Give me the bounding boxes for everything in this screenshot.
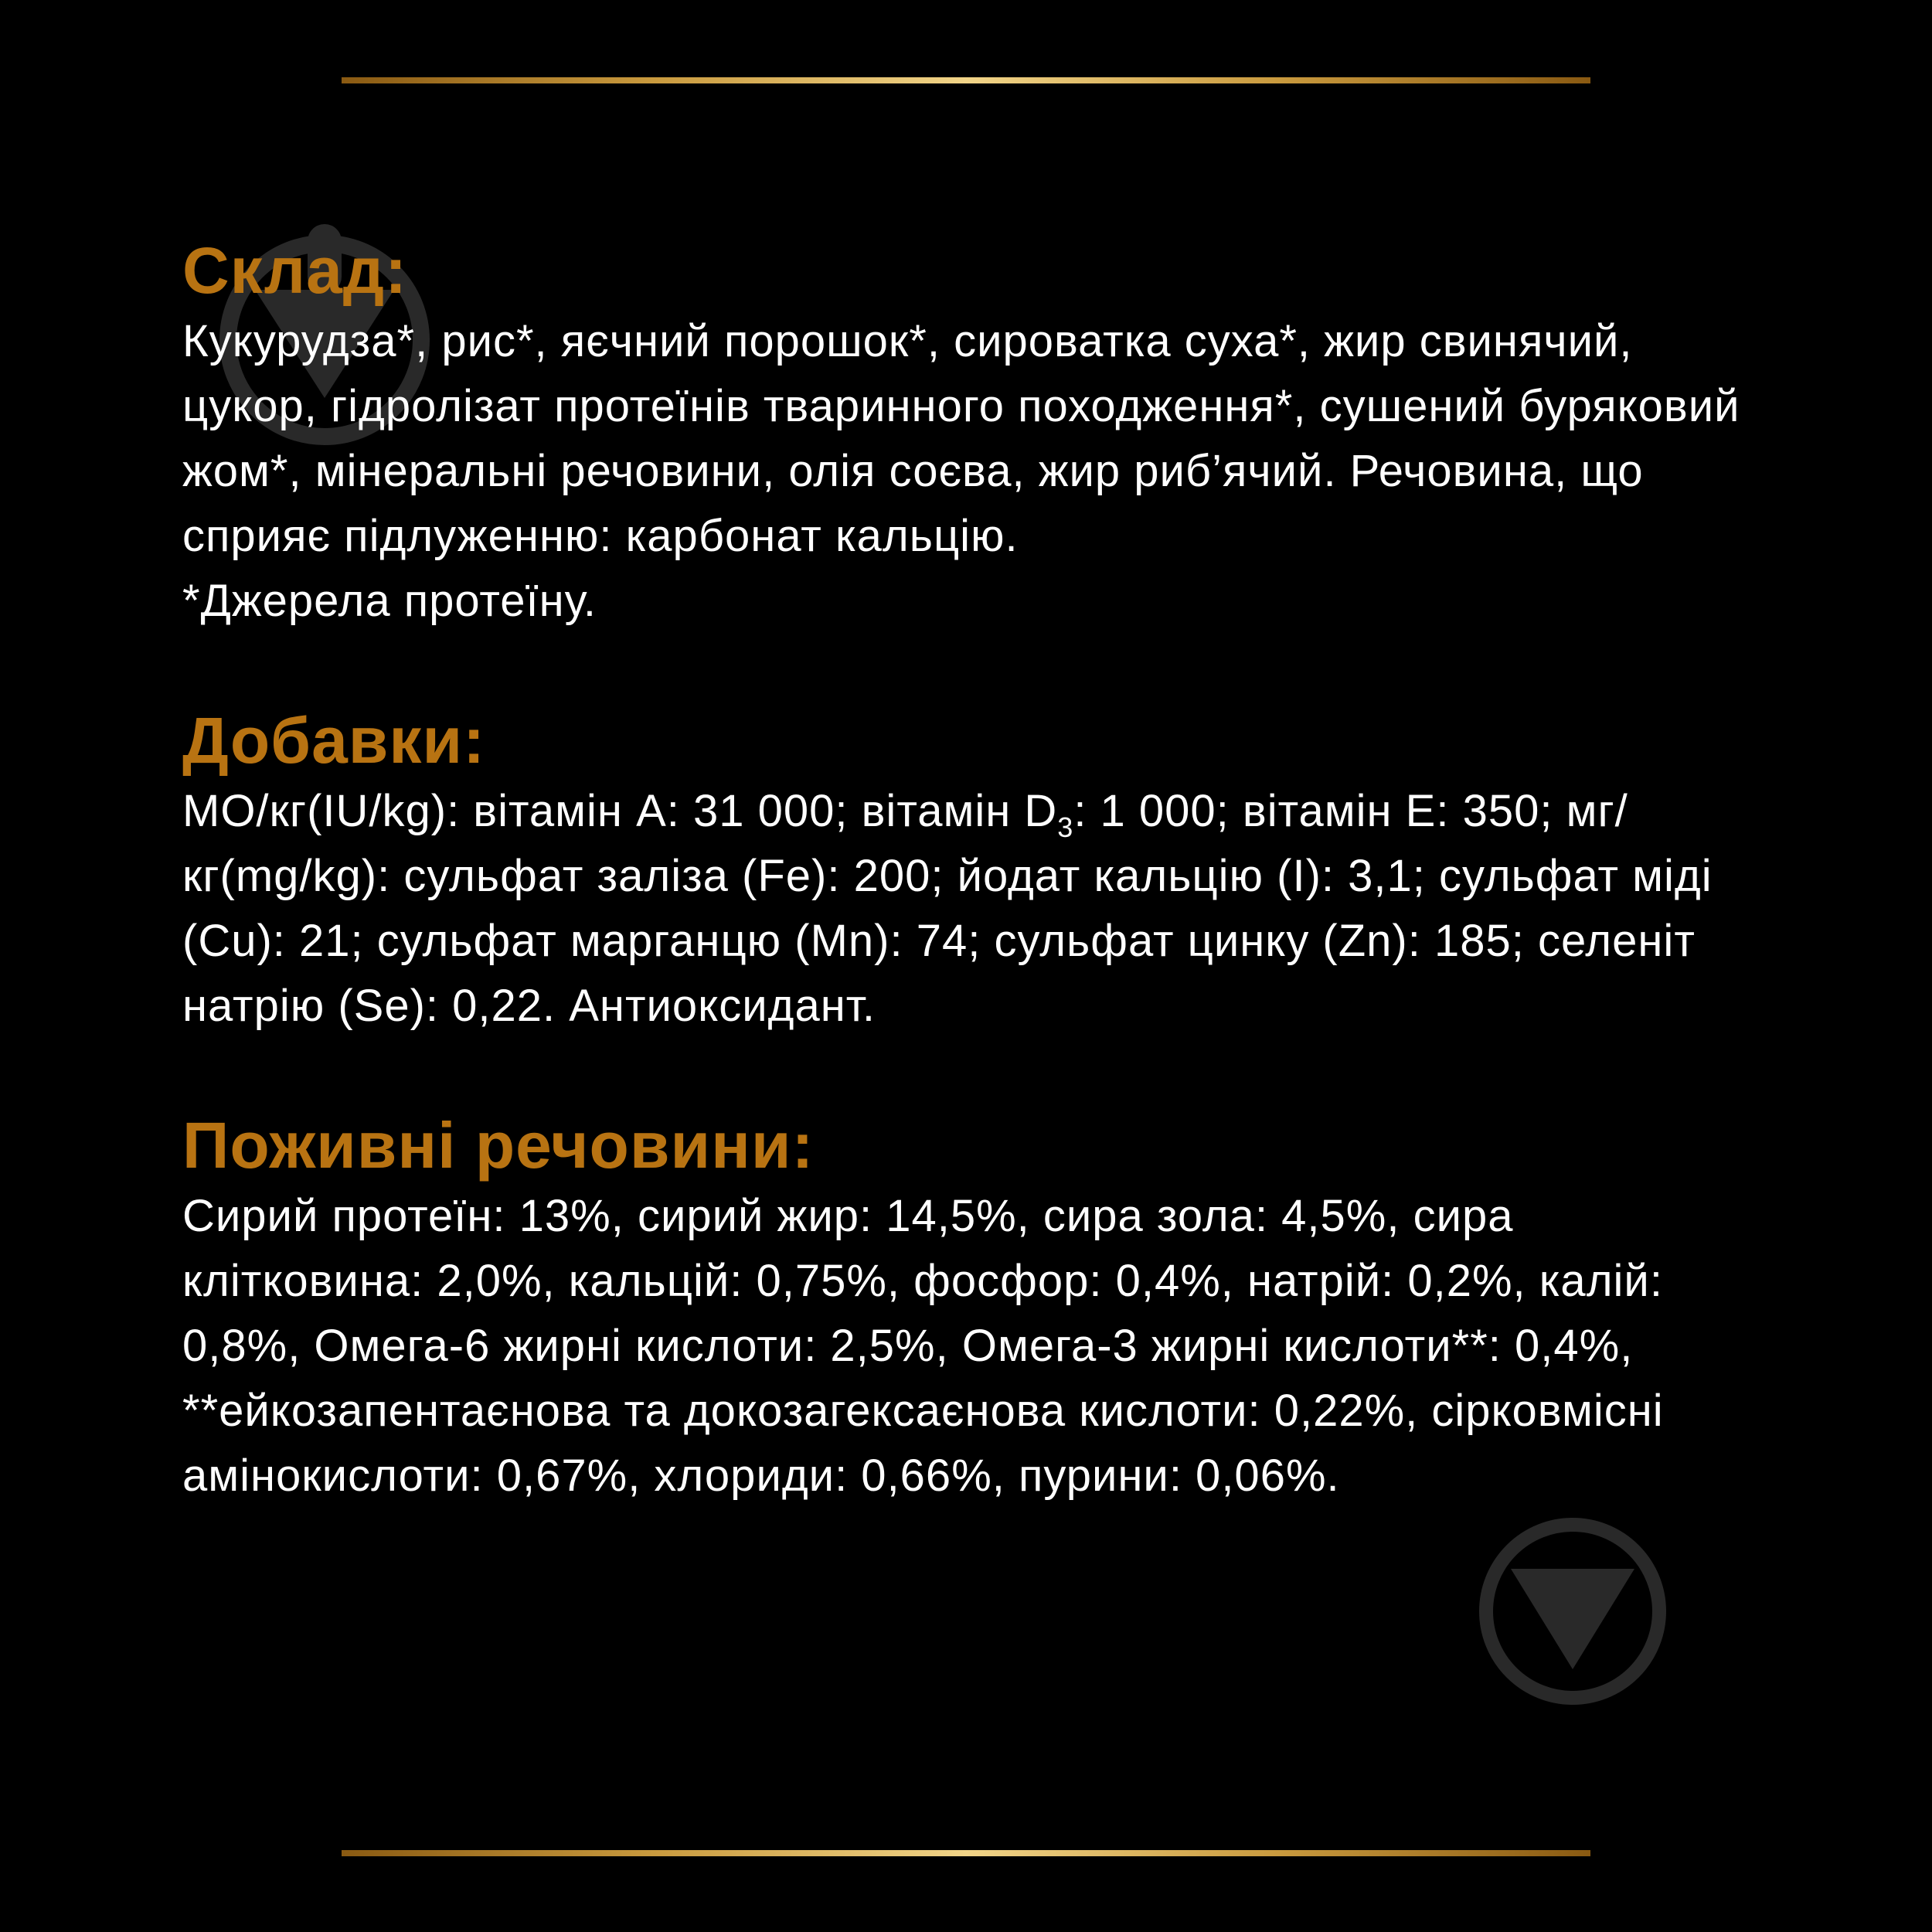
additives-text-part-2: : 1 000; вітамін Е: 350; мг/кг(mg/kg): сульфат заліза (Fe): 200; йодат кальцію (I): 3,1; сульфат міді (Cu): 21; сульфат марганцю (Mn): 74; сульфат цинку (Zn): 185; селеніт натрію (Se): 0,22. Антиоксидант. — [182, 786, 1713, 1031]
composition-heading: Склад: — [182, 234, 408, 307]
additives-text-part-1: МО/кг(IU/kg): вітамін А: 31 000; вітамін D — [182, 786, 1058, 836]
nutrients-heading: Поживні речовини: — [182, 1109, 815, 1182]
additives-section — [182, 702, 1751, 1039]
composition-content — [182, 232, 1751, 1509]
composition-text: Кукурудза*, рис*, яєчний порошок*, сироватка суха*, жир свинячий, цукор, гідролізат протеїнів тваринного походження*, сушений буряковий жом*, мінеральні речовини, олія соєва, жир риб’ячий. Речовина, що сприяє підлуженню: карбонат кальцію. — [182, 316, 1740, 561]
download-arrow-icon-secondary — [1476, 1515, 1669, 1708]
vitamin-d-subscript: 3 — [1057, 811, 1074, 843]
bottom-gold-divider — [342, 1850, 1590, 1856]
top-gold-divider — [342, 77, 1590, 83]
protein-sources-note: *Джерела протеїну. — [182, 576, 597, 626]
composition-section — [182, 232, 1751, 634]
nutrients-section — [182, 1107, 1751, 1509]
nutrients-text: Сирий протеїн: 13%, сирий жир: 14,5%, сира зола: 4,5%, сира клітковина: 2,0%, кальцій: 0,75%, фосфор: 0,4%, натрій: 0,2%, калій: 0,8%, Омега-6 жирні кислоти: 2,5%, Омега-3 жирні кислоти**: 0,4%, **ейкозапентаєнова та докозагексаєнова кислоти: 0,22%, сірковмісні амінокислоти: 0,67%, хлориди: 0,66%, пурини: 0,06%. — [182, 1191, 1664, 1501]
additives-text — [182, 779, 1751, 1039]
additives-heading: Добавки: — [182, 704, 486, 777]
